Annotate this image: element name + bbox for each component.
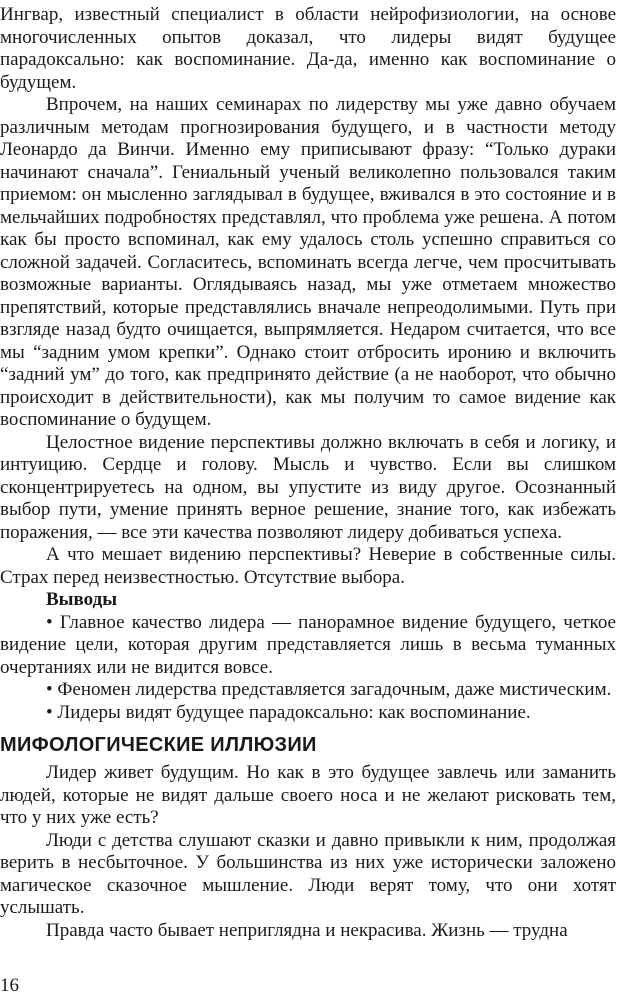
paragraph: Целостное видение перспективы должно включать в себя и логику, и интуицию. Сердце и голову. Мысль и чувство. Если вы слишком сконцентрируетесь на одном, вы упустите из виду другое. Осознанный выбор пути, умение принять верное решение, знание того, как избежать поражения, — все эти качества позволяют лидеру добиваться успеха. bbox=[0, 431, 616, 543]
bullet-item: • Феномен лидерства представляется загадочным, даже мистическим. bbox=[46, 679, 612, 700]
paragraph: Люди с детства слушают сказки и давно привыкли к ним, продолжая верить в несбыточное. У большинства из них уже исторически заложено магическое сказочное мышление. Люди верят тому, что они хотят услышать. bbox=[0, 829, 616, 918]
paragraph: Ингвар, известный специалист в области нейрофизиологии, на основе многочисленных опытов доказал, что лидеры видят будущее парадоксально: как воспоминание. Да-да, именно как воспоминание о будущем. bbox=[0, 4, 616, 93]
bullet-item: • Главное качество лидера — панорамное видение будущего, четкое видение цели, которая другим представляется лишь в весьма туманных очертаниях или не видится вовсе. bbox=[0, 611, 616, 678]
page-body bbox=[0, 4, 616, 942]
bullet-item: • Лидеры видят будущее парадоксально: как воспоминание. bbox=[46, 701, 531, 723]
paragraph: А что мешает видению перспективы? Неверие в собственные силы. Страх перед неизвестностью. Отсутствие выбора. bbox=[0, 544, 616, 588]
page-number: 16 bbox=[0, 975, 19, 996]
paragraph: Впрочем, на наших семинарах по лидерству мы уже давно обучаем различным методам прогнозирования будущего, и в частности методу Леонардо да Винчи. Именно ему приписывают фразу: “Только дураки начинают сначала”. Гениальный ученый великолепно пользовался таким приемом: он мысленно заглядывал в будущее, вживался в это состояние и в мельчайших подробностях представлял, что проблема уже решена. А потом как бы просто вспоминал, как ему удалось столь успешно справиться со сложной задачей. Согласитесь, вспоминать всегда легче, чем просчитывать возможные варианты. Оглядываясь назад, мы уже отметаем множество препятствий, которые представлялись вначале непреодолимыми. Путь при взгляде назад будто очищается, выпрямляется. Недаром считается, что все мы “задним умом крепки”. Однако стоит отбросить иронию и включить “задний ум” до того, как предпринято действие (а не наоборот, что обычно происходит в действительности), как мы получим то самое видение как воспоминание о будущем. bbox=[0, 94, 616, 430]
paragraph: Правда часто бывает неприглядна и некрасива. Жизнь — трудна bbox=[46, 919, 568, 941]
paragraph: Лидер живет будущим. Но как в это будущее завлечь или заманить людей, которые не видят дальше своего носа и не желают рисковать тем, что у них уже есть? bbox=[0, 762, 616, 828]
conclusions-label: Выводы bbox=[46, 589, 118, 610]
section-heading: МИФОЛОГИЧЕСКИЕ ИЛЛЮЗИИ bbox=[0, 734, 317, 756]
